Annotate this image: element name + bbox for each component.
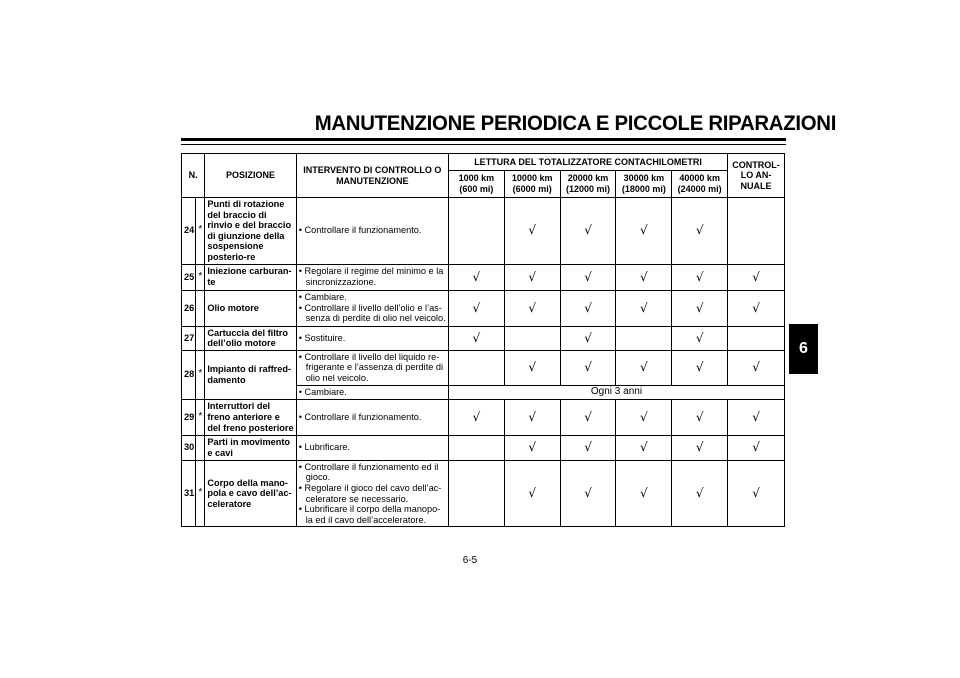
table-row — [182, 435, 785, 460]
header-rule — [181, 138, 786, 141]
row-number: 24 — [182, 198, 196, 265]
check-cell: √ — [560, 198, 616, 265]
row-star: * — [196, 460, 205, 527]
check-cell: √ — [504, 399, 560, 435]
row-star — [196, 435, 205, 460]
row-actions: • Controllare il funzionamento. — [296, 399, 448, 435]
row-star: * — [196, 399, 205, 435]
check-cell: √ — [504, 460, 560, 527]
table-row — [182, 290, 785, 326]
header-odometer: LETTURA DEL TOTALIZZATORE CONTACHILOMETRI — [448, 154, 727, 171]
check-cell: √ — [504, 350, 560, 385]
row-number: 30 — [182, 435, 196, 460]
header-odo-30000: 30000 km (18000 mi) — [616, 171, 672, 198]
check-cell: √ — [728, 435, 785, 460]
table-row — [182, 198, 785, 265]
row-star: * — [196, 198, 205, 265]
row-position: Punti di rotazione del braccio di rinvio e del braccio di giunzione della sospensione posterio-re — [205, 198, 296, 265]
row-number: 31 — [182, 460, 196, 527]
check-cell: √ — [728, 399, 785, 435]
row-star: * — [196, 350, 205, 399]
check-cell: √ — [560, 460, 616, 527]
row-position: Cartuccia del filtro dell’olio motore — [205, 326, 296, 350]
check-cell: √ — [616, 460, 672, 527]
check-cell: √ — [616, 198, 672, 265]
check-cell: √ — [616, 264, 672, 290]
header-odo-20000: 20000 km (12000 mi) — [560, 171, 616, 198]
row-actions: • Controllare il livello del liquido re-frigerante e l’assenza di perdite di olio nel veicolo. — [296, 350, 448, 385]
check-cell: √ — [560, 399, 616, 435]
check-cell — [448, 350, 504, 385]
row-star — [196, 290, 205, 326]
chapter-tab: 6 — [789, 324, 818, 374]
check-cell: √ — [616, 399, 672, 435]
check-cell: √ — [504, 264, 560, 290]
header-intervention: INTERVENTO DI CONTROLLO O MANUTENZIONE — [296, 154, 448, 198]
row-number: 29 — [182, 399, 196, 435]
table-row — [182, 350, 785, 385]
header-position: POSIZIONE — [205, 154, 296, 198]
check-cell: √ — [560, 350, 616, 385]
header-odo-10000: 10000 km (6000 mi) — [504, 171, 560, 198]
table-row — [182, 460, 785, 527]
check-cell: √ — [672, 264, 728, 290]
check-cell — [504, 326, 560, 350]
row-number: 25 — [182, 264, 196, 290]
row-number: 27 — [182, 326, 196, 350]
check-cell: √ — [448, 264, 504, 290]
check-cell: √ — [616, 290, 672, 326]
row-actions: • Cambiare. — [296, 385, 448, 399]
check-cell — [448, 198, 504, 265]
row-position: Corpo della mano-pola e cavo dell’ac-celeratore — [205, 460, 296, 527]
row-actions: • Controllare il funzionamento ed il gioco. • Regolare il gioco del cavo dell’ac-celeratore se necessario. • Lubrificare il corpo della manopo-la ed il cavo dell’acceleratore. — [296, 460, 448, 527]
maintenance-table — [181, 153, 785, 527]
check-cell — [728, 326, 785, 350]
table-row — [182, 326, 785, 350]
check-cell — [448, 435, 504, 460]
check-cell — [728, 198, 785, 265]
header-n: N. — [182, 154, 205, 198]
check-cell: √ — [672, 290, 728, 326]
check-cell: √ — [672, 435, 728, 460]
check-cell: √ — [560, 435, 616, 460]
check-cell: √ — [728, 290, 785, 326]
header-odo-40000: 40000 km (24000 mi) — [672, 171, 728, 198]
check-cell: √ — [672, 399, 728, 435]
row-star — [196, 326, 205, 350]
check-cell — [448, 460, 504, 527]
row-position: Olio motore — [205, 290, 296, 326]
row-position: Iniezione carburan-te — [205, 264, 296, 290]
check-cell: √ — [672, 460, 728, 527]
check-cell: √ — [728, 460, 785, 527]
row-position: Interruttori del freno anteriore e del freno posteriore — [205, 399, 296, 435]
check-cell: √ — [672, 350, 728, 385]
row-actions: • Controllare il funzionamento. — [296, 198, 448, 265]
check-cell: √ — [504, 198, 560, 265]
check-cell — [616, 326, 672, 350]
header-odo-1000: 1000 km (600 mi) — [448, 171, 504, 198]
header-annual: CONTROL-LO AN-NUALE — [728, 154, 785, 198]
check-cell: √ — [728, 264, 785, 290]
row-actions: • Lubrificare. — [296, 435, 448, 460]
check-cell: √ — [560, 264, 616, 290]
row-position: Impianto di raffred-damento — [205, 350, 296, 399]
table-row — [182, 264, 785, 290]
check-cell: √ — [448, 326, 504, 350]
page-title: MANUTENZIONE PERIODICA E PICCOLE RIPARAZIONI — [314, 112, 837, 135]
check-cell: √ — [504, 435, 560, 460]
check-cell: √ — [728, 350, 785, 385]
check-cell: √ — [672, 326, 728, 350]
check-cell: √ — [448, 290, 504, 326]
row-actions: • Sostituire. — [296, 326, 448, 350]
check-cell: √ — [672, 198, 728, 265]
check-cell: √ — [560, 290, 616, 326]
header-rule-thin — [181, 144, 786, 145]
row-position: Parti in movimento e cavi — [205, 435, 296, 460]
check-cell: √ — [616, 435, 672, 460]
table-row — [182, 399, 785, 435]
check-cell: √ — [616, 350, 672, 385]
row-number: 28 — [182, 350, 196, 399]
check-cell: √ — [504, 290, 560, 326]
row-number: 26 — [182, 290, 196, 326]
check-cell: √ — [560, 326, 616, 350]
row-star: * — [196, 264, 205, 290]
row-actions: • Regolare il regime del minimo e la sincronizzazione. — [296, 264, 448, 290]
check-cell: √ — [448, 399, 504, 435]
interval-note: Ogni 3 anni — [448, 385, 784, 399]
page-number: 6-5 — [462, 555, 478, 566]
row-actions: • Cambiare. • Controllare il livello dell’olio e l’as-senza di perdite di olio nel veicolo. — [296, 290, 448, 326]
